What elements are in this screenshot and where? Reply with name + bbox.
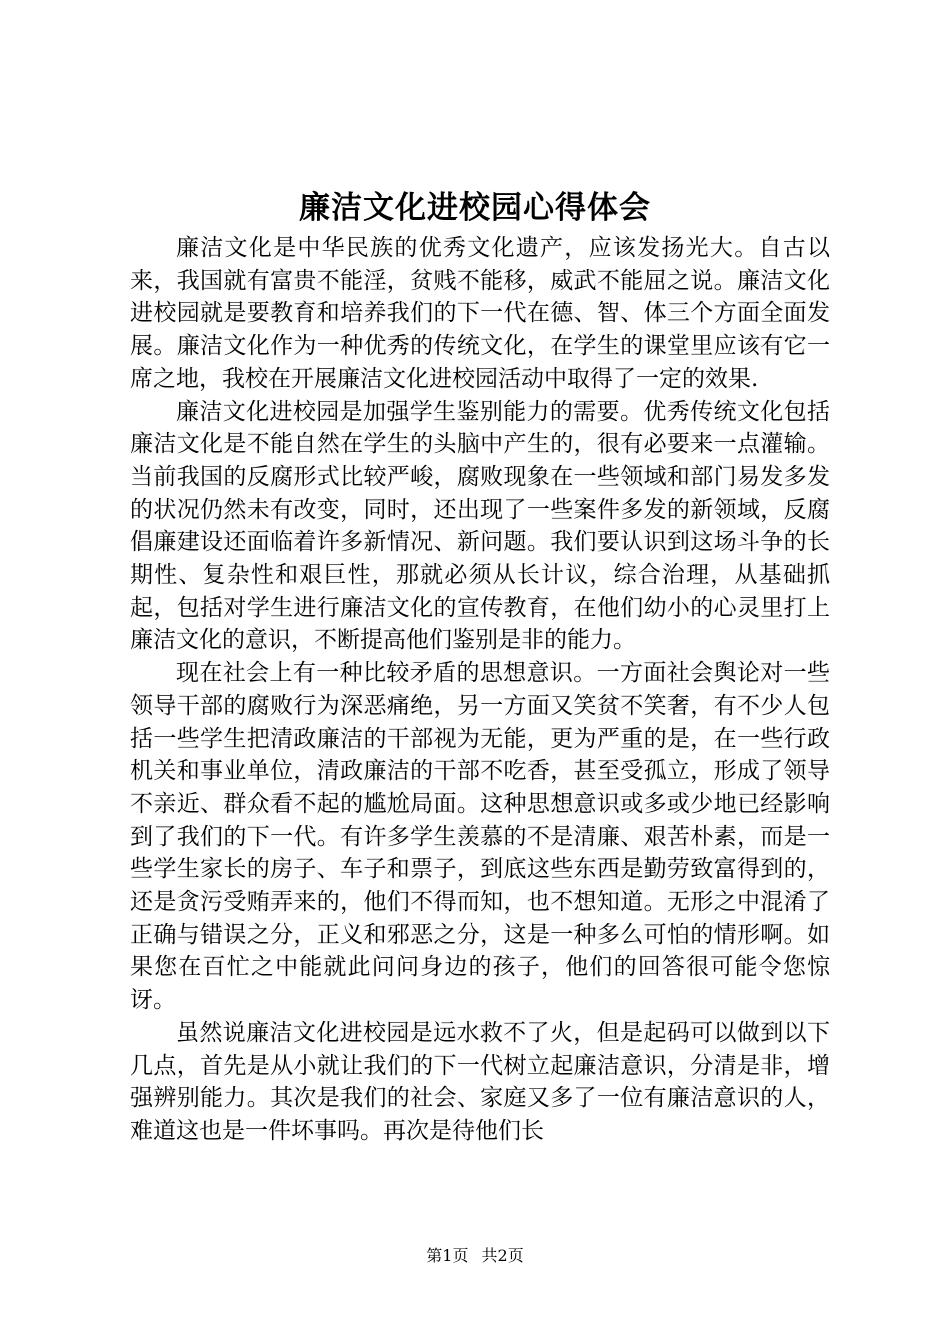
page-footer	[0, 1245, 950, 1267]
paragraph: 廉洁文化是中华民族的优秀文化遗产，应该发扬光大。自古以来，我国就有富贵不能淫，贫贱不能移，威武不能屈之说。廉洁文化进校园就是要教育和培养我们的下一代在德、智、体三个方面全面发展。廉洁文化作为一种优秀的传统文化，在学生的课堂里应该有它一席之地，我校在开展廉洁文化进校园活动中取得了一定的效果.	[130, 235, 830, 392]
paragraph: 廉洁文化进校园是加强学生鉴别能力的需要。优秀传统文化包括廉洁文化是不能自然在学生的头脑中产生的，很有必要来一点灌输。当前我国的反腐形式比较严峻，腐败现象在一些领域和部门易发多发的状况仍然未有改变，同时，还出现了一些案件多发的新领域，反腐倡廉建设还面临着许多新情况、新问题。我们要认识到这场斗争的长期性、复杂性和艰巨性，那就必须从长计议，综合治理，从基础抓起，包括对学生进行廉洁文化的宣传教育，在他们幼小的心灵里打上廉洁文化的意识，不断提高他们鉴别是非的能力。	[130, 398, 830, 654]
document-title: 廉洁文化进校园心得体会	[299, 190, 651, 226]
paragraph: 现在社会上有一种比较矛盾的思想意识。一方面社会舆论对一些领导干部的腐败行为深恶痛绝，另一方面又笑贫不笑奢，有不少人包括一些学生把清政廉洁的干部视为无能，更为严重的是，在一些行政机关和事业单位，清政廉洁的干部不吃香，甚至受孤立，形成了领导不亲近、群众看不起的尴尬局面。这种思想意识或多或少地已经影响到了我们的下一代。有许多学生羡慕的不是清廉、艰苦朴素，而是一些学生家长的房子、车子和票子，到底这些东西是勤劳致富得到的，还是贪污受贿弄来的，他们不得而知，也不想知道。无形之中混淆了正确与错误之分，正义和邪恶之分，这是一种多么可怕的情形啊。如果您在百忙之中能就此问问身边的孩子，他们的回答很可能令您惊讶。	[130, 660, 830, 1014]
document-body	[130, 232, 830, 1148]
page-count: 共2页	[481, 1246, 524, 1265]
paragraph: 虽然说廉洁文化进校园是远水救不了火，但是起码可以做到以下几点，首先是从小就让我们的下一代树立起廉洁意识，分清是非，增强辨别能力。其次是我们的社会、家庭又多了一位有廉洁意识的人，难道这也是一件坏事吗。再次是待他们长	[130, 1019, 830, 1144]
page-number: 第1页	[426, 1246, 469, 1265]
